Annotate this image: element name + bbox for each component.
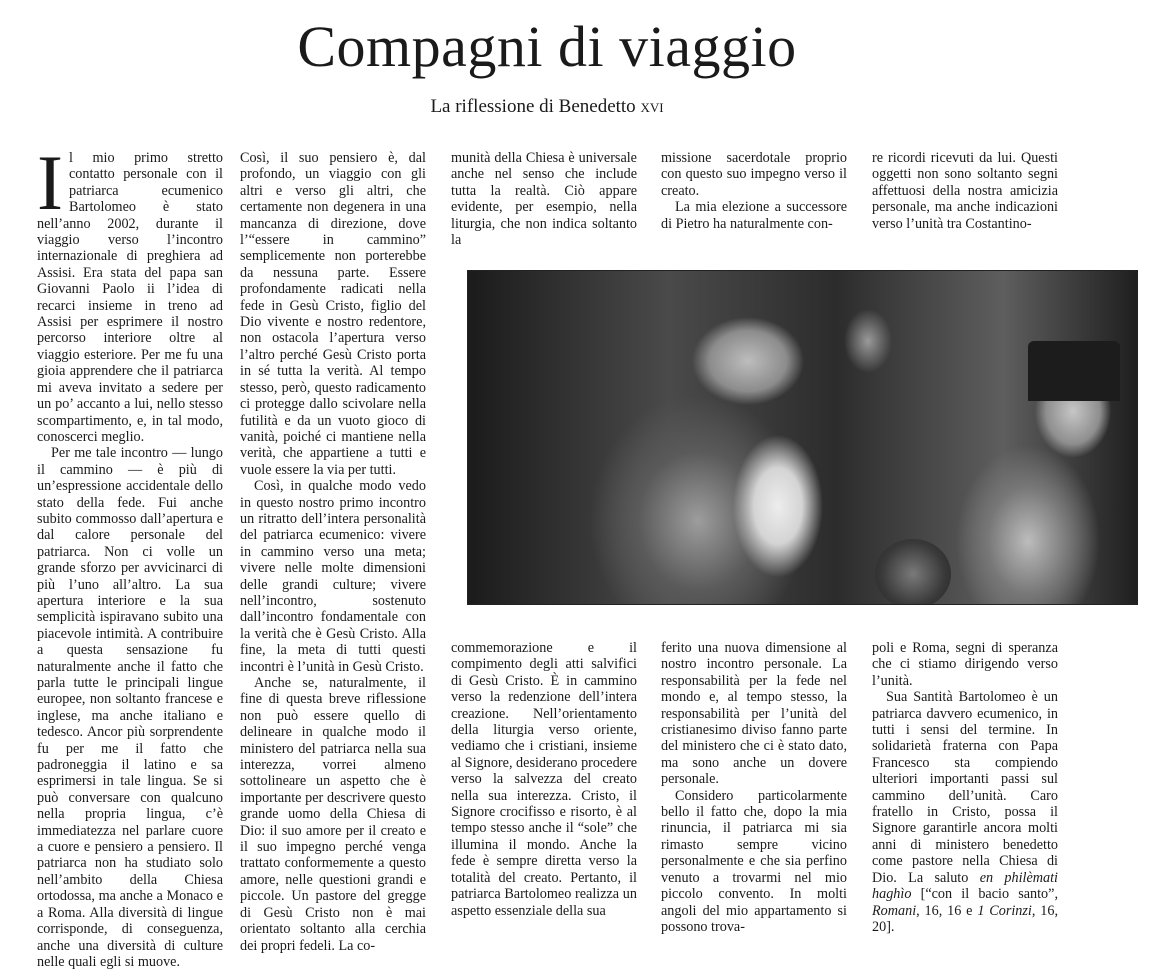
paragraph: ferito una nuova dimensione al nostro incontro personale. La responsabilità per la fede nel mondo e, al tempo stesso, la responsabilità per l’unità del cristianesimo diviso fanno parte del ministero che ci è stato dato, ma sono anche un dovere personale. [661, 640, 847, 788]
column-2 [240, 150, 426, 954]
paragraph: Così, in qualche modo vedo in questo nostro primo incontro un ritratto dell’intera personalità del patriarca ecumenico: vivere in cammino verso una meta; vivere nelle molte dimensioni delle grandi culture; vivere nell’incontro, sostenuto dall’incontro fondamentale con la verità che è Gesù Cristo. Alla fine, la meta di tutti questi incontri è l’unità in Gesù Cristo. [240, 478, 426, 675]
photo-patriarch-liturgy [467, 270, 1138, 605]
text-run: , 16, 20]. [872, 902, 1058, 935]
subtitle-text: La riflessione di Benedetto [430, 96, 641, 117]
paragraph: re ricordi ricevuti da lui. Questi oggetti non sono soltanto segni affettuosi della nostra amicizia personale, ma anche indicazioni verso l’unità tra Costantino- [872, 150, 1058, 232]
article-headline: Compagni di viaggio [297, 14, 797, 79]
article-subtitle [0, 94, 1094, 120]
text-run: Sua Santità Bartolomeo è un patriarca davvero ecumenico, in tutti i sensi del termine. In solidarietà fraterna con Papa Francesco sta compiendo ulteriori importanti passi sul cammino dell’unità. Caro fratello in Cristo, possa il Signore garantirle ancora molti anni di ministero benedetto come pastore nella Chiesa di Dio. La saluto [872, 689, 1058, 886]
paragraph [872, 689, 1058, 935]
photo-figure-medallion [875, 539, 951, 605]
paragraph: Per me tale incontro — lungo il cammino — è più di un’espressione accidentale dello stato della fede. Fui anche subito commosso dall’apertura e dal calore personale del patriarca. Non ci volle un grande sforzo per avvicinarci di più l’uno all’altro. La sua apertura interiore e la sua semplicità ispiravano subito una piacevole intimità. A contribuire a questa sensazione fu naturalmente anche il fatto che parla tutte le principali lingue europee, non soltanto francese e inglese, ma anche italiano e tedesco. Ancor più sorprendente fu per me il fatto che padroneggia il latino e sa esprimersi in tale lingua. Se si può conversare con qualcuno nella propria lingua, c’è immediatezza nel parlare cuore a cuore e pensiero a pensiero. Il patriarca non ha studiato solo nell’ambito della Chiesa ortodossa, ma anche a Monaco e a Roma. Alla diversità di lingue corrisponde, di conseguenza, anche una diversità di culture nelle quali egli si muove. [37, 445, 223, 970]
paragraph: missione sacerdotale proprio con questo suo impegno verso il creato. [661, 150, 847, 199]
paragraph: commemorazione e il compimento degli atti salvifici di Gesù Cristo. È in cammino verso la redenzione dell’intera creazione. Nell’orientamento della liturgia verso oriente, vediamo che i cristiani, insieme al Signore, desiderano procedere verso la salvezza del creato nella sua interezza. Cristo, il Signore crocifisso e risorto, è al tempo stesso anche il “sole” che illumina il mondo. Anche la fede è sempre diretta verso la totalità del creato. Pertanto, il patriarca Bartolomeo realizza un aspetto essenziale della sua [451, 640, 637, 919]
drop-cap: I [37, 139, 63, 226]
paragraph: La mia elezione a successore di Pietro ha naturalmente con- [661, 199, 847, 232]
citation-book: Romani [872, 902, 917, 919]
italic-phrase: en philèmati haghìo [872, 869, 1059, 903]
column-4-top [661, 150, 847, 232]
paragraph [37, 139, 223, 445]
text-run: , 16, 16 e [916, 902, 978, 919]
paragraph: poli e Roma, segni di speranza che ci stiamo dirigendo verso l’unità. [872, 640, 1058, 689]
citation-book: 1 Corinzi [977, 902, 1032, 919]
column-5-top [872, 150, 1058, 232]
column-1 [37, 139, 223, 970]
paragraph: Così, il suo pensiero è, dal profondo, un viaggio con gli altri e verso gli altri, che certamente non degenera in una mancanza di direzione, dove l’“essere in cammino” semplicemente non porterebbe da nessuna parte. Essere profondamente radicati nella fede in Gesù Cristo, figlio del Dio vivente e nostro redentore, non ostacola l’apertura verso l’altro perché Gesù Cristo porta in sé tutta la verità. Al tempo stesso, però, questo radicamento ci protegge dallo scivolare nella futilità e da un vuoto gioco di vanità, poiché ci mantiene nella verità, che appartiene a tutti e vuole essere la via per tutti. [240, 150, 426, 478]
subtitle-roman-numeral: xvi [640, 96, 664, 117]
paragraph: Anche se, naturalmente, il fine di questa breve riflessione non può essere quello di delineare in qualche modo il ministero del patriarca nella sua interezza, vorrei almeno sottolineare un aspetto che è importante per descrivere questo grande uomo della Chiesa di Dio: il suo amore per il creato e il suo impegno perché venga trattato conformemente a questo amore, nelle questioni grandi e piccole. Un pastore del gregge di Gesù Cristo non è mai orientato soltanto alla cerchia dei propri fedeli. La co- [240, 675, 426, 954]
column-3-top [451, 150, 637, 248]
photo-figure-mitre [1028, 341, 1120, 401]
column-4-bottom [661, 640, 847, 935]
paragraph: munità della Chiesa è universale anche nel senso che include tutta la realtà. Ciò appare evidente, per esempio, nella liturgia, che non indica soltanto la [451, 150, 637, 249]
text-run: [“con il bacio santo”, [911, 886, 1058, 903]
column-3-bottom [451, 640, 637, 919]
paragraph: Considero particolarmente bello il fatto che, dopo la mia rinuncia, il patriarca mi sia rimasto sempre vicino personalmente e che sia perfino venuto a trovarmi nel mio piccolo convento. In molti angoli del mio appartamento si possono trova- [661, 787, 847, 935]
paragraph-text: l mio primo stretto contatto personale con il patriarca ecumenico Bartolomeo è stato nell’anno 2002, durante il viaggio verso l’incontro internazionale di preghiera ad Assisi. Era stata del papa san Giovanni Paolo ii l’idea di recarci insieme in treno ad Assisi per esprimere il nostro percorso interiore oltre al viaggio esteriore. Per me fu una gioia apprendere che il patriarca mi aveva invitato a sedere per un po’ accanto a lui, nello stesso scompartimento, e, in tal modo, conoscerci meglio. [37, 150, 223, 445]
column-5-bottom [872, 640, 1058, 935]
